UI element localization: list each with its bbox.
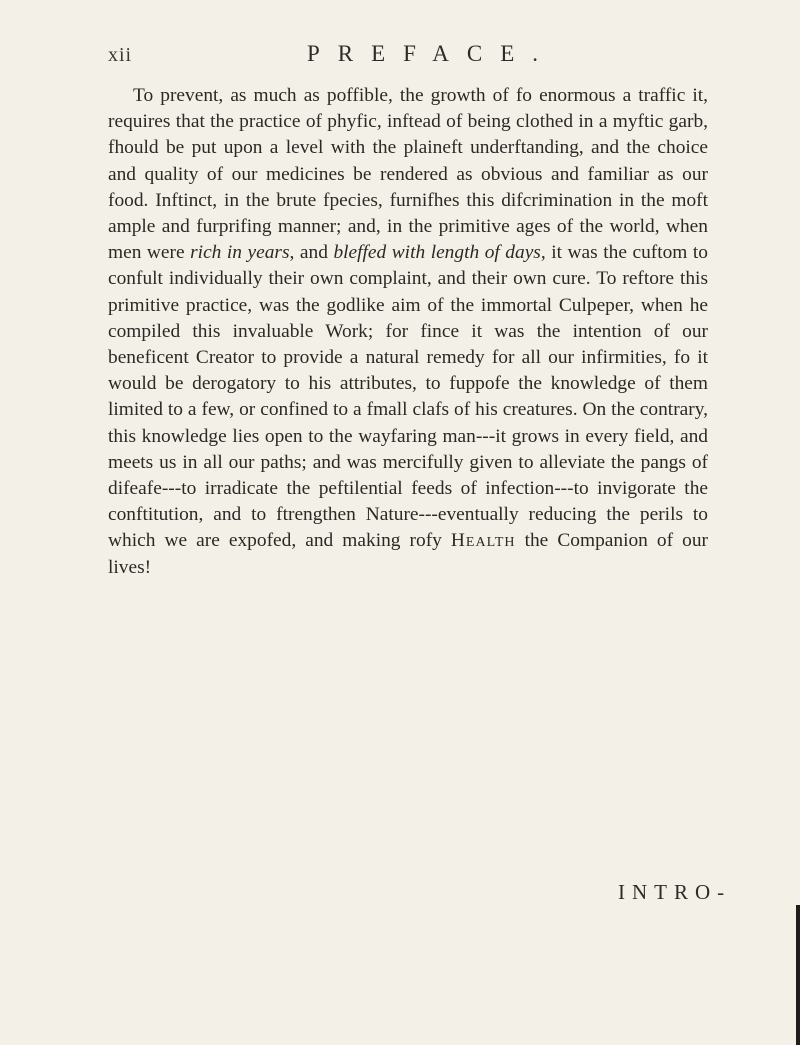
catchword: INTRO- bbox=[618, 880, 732, 904]
running-head: PREFACE. bbox=[307, 41, 557, 66]
paragraph-text-2: , and bbox=[289, 242, 334, 264]
italic-phrase-rich-in-years: rich in years bbox=[190, 242, 290, 264]
paragraph-text-1: To prevent, as much as poffible, the growth of fo enormous a traffic it, requires that the practice of phyfic, inftead of being clothed in a myftic garb, fhould be put upon a level with the plaineft underftanding, and the choice and quality of our medicines be rendered as obvious and familiar as our food. Inftinct, in the brute fpecies, furnifhes this difcrimination in the moft ample and furprifing manner; and, in the primitive ages of the world, when men were bbox=[108, 85, 708, 264]
paragraph-text-3: , it was the cuftom to confult individually their own complaint, and their own cure. To reftore this primitive practice, was the godlike aim of the immortal Culpeper, when he compiled this invaluable Work; for fince it was the intention of our beneficent Creator to provide a natural remedy for all our infirmities, fo it would be derogatory to his attributes, to fuppofe the knowledge of them limited to a few, or confined to a fmall clafs of his creatures. On the contrary, this knowledge lies open to the wayfaring man---it grows in every field, and meets us in all our paths; and was mercifully given to alleviate the pangs of difeafe---to irradicate the peftilential feeds of infection---to invigorate the conftitution, and to ftrengthen Nature---eventually reducing the perils to which we are expofed, and making rofy bbox=[108, 242, 709, 552]
page-edge-mark bbox=[796, 905, 800, 1045]
page-number: xii bbox=[108, 44, 133, 66]
preface-paragraph bbox=[108, 83, 708, 581]
paragraph-text-4: the Companion of our lives! bbox=[108, 530, 708, 578]
small-caps-health: Health bbox=[450, 530, 516, 552]
italic-phrase-length-of-days: bleffed with length of days bbox=[333, 242, 541, 264]
